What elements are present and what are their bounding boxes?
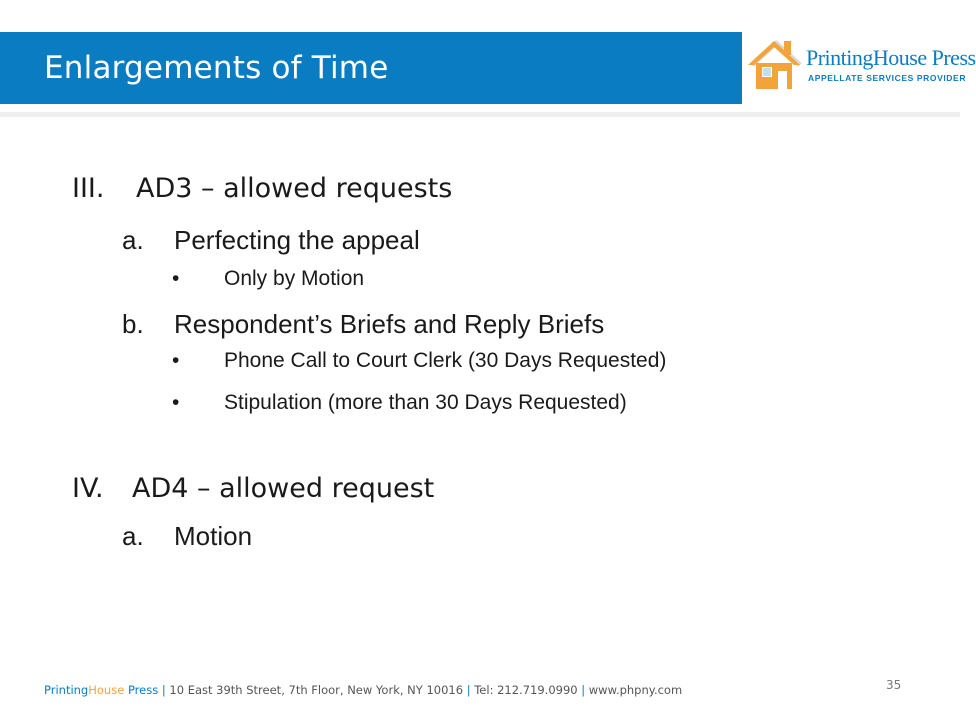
footer-contact: PrintingHouse Press | 10 East 39th Street, 7th Floor, New York, NY 10016 | Tel: 212.719.0990 | www.phpny.com	[44, 683, 683, 697]
logo-wordmark: PrintingHouse Press	[806, 45, 976, 70]
logo-tagline: APPELLATE SERVICES PROVIDER	[808, 73, 967, 83]
subitem-letter: a.	[122, 225, 144, 255]
bullet-text: Only by Motion	[224, 267, 365, 290]
bullet-text: Phone Call to Court Clerk (30 Days Requested)	[224, 349, 667, 372]
slide-title: Enlargements of Time	[44, 50, 389, 86]
subitem-text: Perfecting the appeal	[174, 225, 420, 255]
section-number: IV.	[72, 473, 104, 504]
subitem-letter: a.	[122, 521, 144, 551]
printinghouse-press-logo	[742, 32, 976, 104]
bullet-glyph: •	[172, 349, 180, 372]
section-number: III.	[72, 173, 105, 204]
footer-address: 10 East 39th Street, 7th Floor, New York, NY 10016	[169, 683, 464, 697]
section-heading: AD3 – allowed requests	[136, 173, 453, 204]
subitem-text: Respondent’s Briefs and Reply Briefs	[174, 309, 605, 339]
section-heading: AD4 – allowed request	[132, 473, 435, 504]
footer-brand: Printing	[44, 683, 89, 697]
bullet-glyph: •	[172, 391, 180, 414]
footer-phone: Tel: 212.719.0990	[474, 683, 578, 697]
house-icon	[744, 35, 804, 93]
bullet-text: Stipulation (more than 30 Days Requested)	[224, 391, 627, 414]
subitem-letter: b.	[122, 309, 144, 339]
title-divider	[0, 112, 960, 117]
subitem-text: Motion	[174, 521, 253, 551]
footer-website[interactable]: www.phpny.com	[588, 683, 683, 697]
page-number: 35	[886, 678, 902, 692]
bullet-glyph: •	[172, 267, 180, 290]
